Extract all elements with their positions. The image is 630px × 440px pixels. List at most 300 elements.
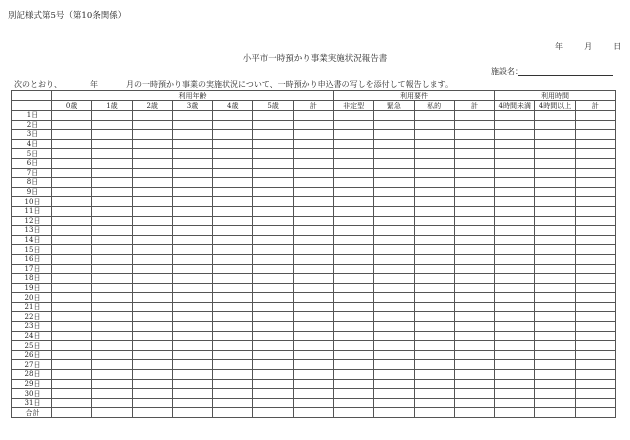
entry-cell[interactable] (213, 206, 253, 216)
entry-cell[interactable] (293, 187, 333, 197)
entry-cell[interactable] (92, 312, 132, 322)
entry-cell[interactable] (132, 216, 172, 226)
entry-cell[interactable] (575, 264, 615, 274)
entry-cell[interactable] (414, 293, 454, 303)
entry-cell[interactable] (575, 187, 615, 197)
entry-cell[interactable] (52, 302, 92, 312)
entry-cell[interactable] (535, 197, 575, 207)
entry-cell[interactable] (333, 322, 373, 332)
entry-cell[interactable] (495, 139, 535, 149)
entry-cell[interactable] (495, 197, 535, 207)
entry-cell[interactable] (293, 370, 333, 380)
entry-cell[interactable] (333, 111, 373, 121)
entry-cell[interactable] (52, 178, 92, 188)
entry-cell[interactable] (374, 398, 414, 408)
entry-cell[interactable] (132, 379, 172, 389)
entry-cell[interactable] (253, 322, 293, 332)
entry-cell[interactable] (535, 331, 575, 341)
entry-cell[interactable] (414, 283, 454, 293)
entry-cell[interactable] (52, 274, 92, 284)
entry-cell[interactable] (575, 254, 615, 264)
entry-cell[interactable] (132, 293, 172, 303)
entry-cell[interactable] (374, 168, 414, 178)
entry-cell[interactable] (213, 293, 253, 303)
entry-cell[interactable] (52, 168, 92, 178)
entry-cell[interactable] (92, 216, 132, 226)
entry-cell[interactable] (333, 158, 373, 168)
entry-cell[interactable] (52, 216, 92, 226)
entry-cell[interactable] (293, 350, 333, 360)
entry-cell[interactable] (92, 226, 132, 236)
entry-cell[interactable] (172, 254, 212, 264)
entry-cell[interactable] (172, 139, 212, 149)
entry-cell[interactable] (454, 168, 494, 178)
entry-cell[interactable] (333, 197, 373, 207)
entry-cell[interactable] (535, 158, 575, 168)
entry-cell[interactable] (535, 398, 575, 408)
entry-cell[interactable] (172, 111, 212, 121)
entry-cell[interactable] (52, 149, 92, 159)
entry-cell[interactable] (374, 274, 414, 284)
entry-cell[interactable] (495, 331, 535, 341)
entry-cell[interactable] (575, 350, 615, 360)
entry-cell[interactable] (213, 264, 253, 274)
entry-cell[interactable] (253, 293, 293, 303)
entry-cell[interactable] (52, 139, 92, 149)
entry-cell[interactable] (253, 398, 293, 408)
entry-cell[interactable] (253, 341, 293, 351)
entry-cell[interactable] (414, 254, 454, 264)
entry-cell[interactable] (414, 331, 454, 341)
entry-cell[interactable] (293, 293, 333, 303)
entry-cell[interactable] (333, 398, 373, 408)
entry-cell[interactable] (535, 274, 575, 284)
entry-cell[interactable] (52, 187, 92, 197)
entry-cell[interactable] (293, 111, 333, 121)
entry-cell[interactable] (454, 389, 494, 399)
entry-cell[interactable] (253, 226, 293, 236)
entry-cell[interactable] (535, 226, 575, 236)
entry-cell[interactable] (575, 293, 615, 303)
entry-cell[interactable] (132, 139, 172, 149)
entry-cell[interactable] (333, 216, 373, 226)
entry-cell[interactable] (132, 302, 172, 312)
entry-cell[interactable] (172, 245, 212, 255)
entry-cell[interactable] (253, 264, 293, 274)
entry-cell[interactable] (374, 139, 414, 149)
entry-cell[interactable] (374, 245, 414, 255)
entry-cell[interactable] (132, 389, 172, 399)
entry-cell[interactable] (132, 245, 172, 255)
entry-cell[interactable] (454, 206, 494, 216)
entry-cell[interactable] (333, 130, 373, 140)
entry-cell[interactable] (575, 322, 615, 332)
entry-cell[interactable] (253, 379, 293, 389)
entry-cell[interactable] (495, 360, 535, 370)
entry-cell[interactable] (92, 111, 132, 121)
entry-cell[interactable] (575, 235, 615, 245)
entry-cell[interactable] (374, 370, 414, 380)
entry-cell[interactable] (495, 149, 535, 159)
entry-cell[interactable] (333, 302, 373, 312)
entry-cell[interactable] (454, 322, 494, 332)
entry-cell[interactable] (374, 264, 414, 274)
entry-cell[interactable] (374, 293, 414, 303)
entry-cell[interactable] (52, 206, 92, 216)
entry-cell[interactable] (333, 360, 373, 370)
entry-cell[interactable] (535, 178, 575, 188)
entry-cell[interactable] (293, 302, 333, 312)
entry-cell[interactable] (535, 379, 575, 389)
entry-cell[interactable] (52, 158, 92, 168)
entry-cell[interactable] (293, 254, 333, 264)
entry-cell[interactable] (92, 408, 132, 418)
entry-cell[interactable] (253, 178, 293, 188)
entry-cell[interactable] (575, 389, 615, 399)
entry-cell[interactable] (213, 302, 253, 312)
entry-cell[interactable] (374, 120, 414, 130)
entry-cell[interactable] (535, 149, 575, 159)
entry-cell[interactable] (414, 312, 454, 322)
entry-cell[interactable] (253, 235, 293, 245)
entry-cell[interactable] (52, 341, 92, 351)
entry-cell[interactable] (454, 360, 494, 370)
entry-cell[interactable] (172, 398, 212, 408)
entry-cell[interactable] (213, 187, 253, 197)
entry-cell[interactable] (454, 245, 494, 255)
entry-cell[interactable] (213, 149, 253, 159)
entry-cell[interactable] (52, 197, 92, 207)
entry-cell[interactable] (575, 312, 615, 322)
entry-cell[interactable] (293, 130, 333, 140)
entry-cell[interactable] (495, 398, 535, 408)
entry-cell[interactable] (52, 254, 92, 264)
entry-cell[interactable] (575, 274, 615, 284)
entry-cell[interactable] (253, 216, 293, 226)
entry-cell[interactable] (172, 360, 212, 370)
entry-cell[interactable] (575, 158, 615, 168)
entry-cell[interactable] (414, 350, 454, 360)
entry-cell[interactable] (92, 235, 132, 245)
entry-cell[interactable] (454, 331, 494, 341)
entry-cell[interactable] (333, 235, 373, 245)
entry-cell[interactable] (132, 360, 172, 370)
entry-cell[interactable] (172, 149, 212, 159)
entry-cell[interactable] (454, 379, 494, 389)
entry-cell[interactable] (495, 408, 535, 418)
entry-cell[interactable] (172, 302, 212, 312)
entry-cell[interactable] (92, 197, 132, 207)
entry-cell[interactable] (253, 120, 293, 130)
entry-cell[interactable] (213, 360, 253, 370)
entry-cell[interactable] (132, 120, 172, 130)
entry-cell[interactable] (374, 283, 414, 293)
entry-cell[interactable] (374, 216, 414, 226)
entry-cell[interactable] (172, 130, 212, 140)
entry-cell[interactable] (374, 197, 414, 207)
entry-cell[interactable] (92, 139, 132, 149)
entry-cell[interactable] (454, 350, 494, 360)
entry-cell[interactable] (333, 168, 373, 178)
entry-cell[interactable] (293, 283, 333, 293)
entry-cell[interactable] (374, 360, 414, 370)
entry-cell[interactable] (52, 360, 92, 370)
entry-cell[interactable] (213, 235, 253, 245)
entry-cell[interactable] (132, 274, 172, 284)
entry-cell[interactable] (253, 254, 293, 264)
entry-cell[interactable] (414, 226, 454, 236)
entry-cell[interactable] (253, 245, 293, 255)
entry-cell[interactable] (52, 370, 92, 380)
entry-cell[interactable] (293, 274, 333, 284)
entry-cell[interactable] (253, 360, 293, 370)
entry-cell[interactable] (535, 111, 575, 121)
entry-cell[interactable] (495, 158, 535, 168)
entry-cell[interactable] (293, 379, 333, 389)
entry-cell[interactable] (172, 187, 212, 197)
entry-cell[interactable] (132, 398, 172, 408)
entry-cell[interactable] (52, 283, 92, 293)
entry-cell[interactable] (414, 206, 454, 216)
entry-cell[interactable] (535, 370, 575, 380)
entry-cell[interactable] (414, 360, 454, 370)
entry-cell[interactable] (535, 139, 575, 149)
entry-cell[interactable] (213, 178, 253, 188)
entry-cell[interactable] (333, 120, 373, 130)
entry-cell[interactable] (253, 331, 293, 341)
entry-cell[interactable] (535, 264, 575, 274)
entry-cell[interactable] (454, 130, 494, 140)
entry-cell[interactable] (535, 389, 575, 399)
entry-cell[interactable] (333, 226, 373, 236)
entry-cell[interactable] (52, 235, 92, 245)
entry-cell[interactable] (495, 302, 535, 312)
entry-cell[interactable] (495, 389, 535, 399)
entry-cell[interactable] (172, 274, 212, 284)
entry-cell[interactable] (92, 158, 132, 168)
entry-cell[interactable] (575, 168, 615, 178)
entry-cell[interactable] (575, 130, 615, 140)
entry-cell[interactable] (253, 389, 293, 399)
entry-cell[interactable] (132, 264, 172, 274)
entry-cell[interactable] (92, 245, 132, 255)
entry-cell[interactable] (454, 149, 494, 159)
entry-cell[interactable] (172, 264, 212, 274)
entry-cell[interactable] (52, 312, 92, 322)
entry-cell[interactable] (333, 293, 373, 303)
entry-cell[interactable] (213, 197, 253, 207)
entry-cell[interactable] (535, 302, 575, 312)
entry-cell[interactable] (333, 274, 373, 284)
entry-cell[interactable] (293, 226, 333, 236)
entry-cell[interactable] (52, 245, 92, 255)
entry-cell[interactable] (333, 139, 373, 149)
entry-cell[interactable] (293, 264, 333, 274)
entry-cell[interactable] (374, 302, 414, 312)
entry-cell[interactable] (172, 350, 212, 360)
entry-cell[interactable] (293, 408, 333, 418)
entry-cell[interactable] (454, 235, 494, 245)
entry-cell[interactable] (575, 197, 615, 207)
entry-cell[interactable] (293, 206, 333, 216)
entry-cell[interactable] (172, 322, 212, 332)
entry-cell[interactable] (333, 341, 373, 351)
entry-cell[interactable] (414, 216, 454, 226)
entry-cell[interactable] (495, 274, 535, 284)
entry-cell[interactable] (374, 226, 414, 236)
entry-cell[interactable] (172, 283, 212, 293)
entry-cell[interactable] (172, 120, 212, 130)
entry-cell[interactable] (253, 149, 293, 159)
entry-cell[interactable] (454, 283, 494, 293)
entry-cell[interactable] (454, 111, 494, 121)
entry-cell[interactable] (172, 158, 212, 168)
entry-cell[interactable] (495, 264, 535, 274)
entry-cell[interactable] (454, 264, 494, 274)
entry-cell[interactable] (414, 139, 454, 149)
entry-cell[interactable] (374, 130, 414, 140)
entry-cell[interactable] (293, 139, 333, 149)
entry-cell[interactable] (172, 341, 212, 351)
entry-cell[interactable] (414, 245, 454, 255)
entry-cell[interactable] (92, 206, 132, 216)
entry-cell[interactable] (293, 197, 333, 207)
entry-cell[interactable] (575, 370, 615, 380)
entry-cell[interactable] (535, 283, 575, 293)
entry-cell[interactable] (52, 322, 92, 332)
entry-cell[interactable] (374, 379, 414, 389)
entry-cell[interactable] (374, 235, 414, 245)
entry-cell[interactable] (172, 331, 212, 341)
entry-cell[interactable] (454, 197, 494, 207)
entry-cell[interactable] (213, 226, 253, 236)
entry-cell[interactable] (213, 331, 253, 341)
entry-cell[interactable] (52, 389, 92, 399)
entry-cell[interactable] (333, 245, 373, 255)
entry-cell[interactable] (293, 389, 333, 399)
entry-cell[interactable] (495, 130, 535, 140)
entry-cell[interactable] (454, 158, 494, 168)
entry-cell[interactable] (414, 370, 454, 380)
entry-cell[interactable] (293, 341, 333, 351)
entry-cell[interactable] (535, 360, 575, 370)
entry-cell[interactable] (374, 408, 414, 418)
entry-cell[interactable] (333, 312, 373, 322)
entry-cell[interactable] (213, 312, 253, 322)
entry-cell[interactable] (374, 331, 414, 341)
entry-cell[interactable] (374, 178, 414, 188)
entry-cell[interactable] (92, 168, 132, 178)
entry-cell[interactable] (454, 187, 494, 197)
entry-cell[interactable] (52, 331, 92, 341)
entry-cell[interactable] (213, 130, 253, 140)
entry-cell[interactable] (535, 312, 575, 322)
entry-cell[interactable] (333, 389, 373, 399)
entry-cell[interactable] (333, 264, 373, 274)
entry-cell[interactable] (535, 408, 575, 418)
entry-cell[interactable] (253, 408, 293, 418)
entry-cell[interactable] (414, 389, 454, 399)
entry-cell[interactable] (132, 283, 172, 293)
entry-cell[interactable] (52, 379, 92, 389)
entry-cell[interactable] (132, 130, 172, 140)
entry-cell[interactable] (374, 341, 414, 351)
entry-cell[interactable] (454, 312, 494, 322)
entry-cell[interactable] (495, 322, 535, 332)
entry-cell[interactable] (575, 341, 615, 351)
entry-cell[interactable] (92, 360, 132, 370)
entry-cell[interactable] (374, 158, 414, 168)
entry-cell[interactable] (293, 120, 333, 130)
entry-cell[interactable] (495, 245, 535, 255)
entry-cell[interactable] (213, 341, 253, 351)
entry-cell[interactable] (132, 206, 172, 216)
entry-cell[interactable] (495, 216, 535, 226)
entry-cell[interactable] (414, 408, 454, 418)
entry-cell[interactable] (575, 139, 615, 149)
entry-cell[interactable] (92, 130, 132, 140)
entry-cell[interactable] (495, 283, 535, 293)
entry-cell[interactable] (535, 130, 575, 140)
entry-cell[interactable] (132, 149, 172, 159)
entry-cell[interactable] (92, 389, 132, 399)
entry-cell[interactable] (293, 235, 333, 245)
entry-cell[interactable] (213, 408, 253, 418)
entry-cell[interactable] (495, 178, 535, 188)
entry-cell[interactable] (293, 312, 333, 322)
entry-cell[interactable] (213, 370, 253, 380)
entry-cell[interactable] (92, 178, 132, 188)
entry-cell[interactable] (253, 187, 293, 197)
entry-cell[interactable] (172, 206, 212, 216)
entry-cell[interactable] (293, 398, 333, 408)
entry-cell[interactable] (495, 293, 535, 303)
entry-cell[interactable] (132, 341, 172, 351)
entry-cell[interactable] (172, 216, 212, 226)
entry-cell[interactable] (213, 283, 253, 293)
entry-cell[interactable] (293, 158, 333, 168)
entry-cell[interactable] (333, 254, 373, 264)
entry-cell[interactable] (575, 226, 615, 236)
entry-cell[interactable] (132, 111, 172, 121)
entry-cell[interactable] (92, 149, 132, 159)
entry-cell[interactable] (575, 331, 615, 341)
entry-cell[interactable] (213, 245, 253, 255)
entry-cell[interactable] (172, 379, 212, 389)
entry-cell[interactable] (414, 111, 454, 121)
entry-cell[interactable] (293, 216, 333, 226)
entry-cell[interactable] (172, 235, 212, 245)
entry-cell[interactable] (575, 149, 615, 159)
entry-cell[interactable] (575, 120, 615, 130)
entry-cell[interactable] (535, 245, 575, 255)
entry-cell[interactable] (92, 341, 132, 351)
entry-cell[interactable] (253, 370, 293, 380)
entry-cell[interactable] (52, 350, 92, 360)
entry-cell[interactable] (213, 350, 253, 360)
entry-cell[interactable] (495, 120, 535, 130)
entry-cell[interactable] (92, 350, 132, 360)
entry-cell[interactable] (92, 120, 132, 130)
entry-cell[interactable] (495, 254, 535, 264)
entry-cell[interactable] (253, 350, 293, 360)
entry-cell[interactable] (132, 197, 172, 207)
entry-cell[interactable] (333, 187, 373, 197)
entry-cell[interactable] (575, 408, 615, 418)
entry-cell[interactable] (213, 379, 253, 389)
entry-cell[interactable] (575, 283, 615, 293)
entry-cell[interactable] (132, 168, 172, 178)
